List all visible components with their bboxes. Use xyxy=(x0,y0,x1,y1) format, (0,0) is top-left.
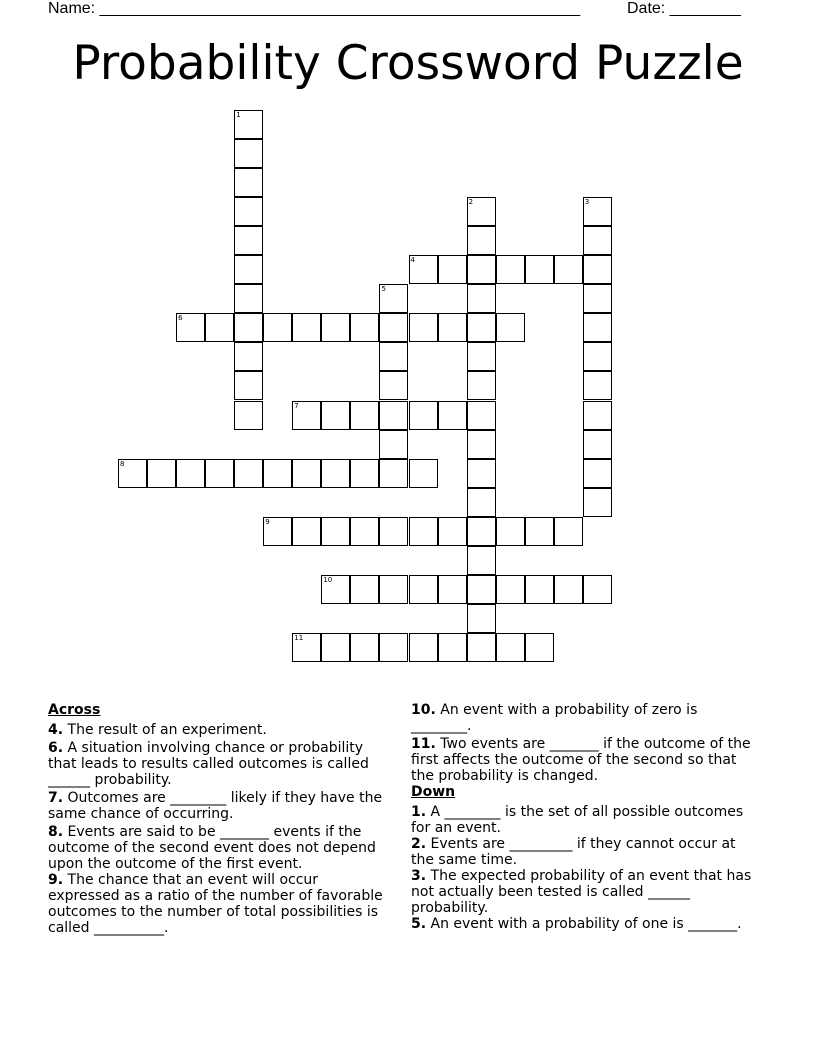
clue-across-9: 9. The chance that an event will occur expressed as a ratio of the number of favorable outcomes to the number of total possibilities is called __________. xyxy=(48,872,383,936)
grid-cell[interactable] xyxy=(234,255,263,284)
grid-cell[interactable] xyxy=(583,459,612,488)
clue-down-5: 5. An event with a probability of one is _______. xyxy=(411,916,742,932)
grid-cell[interactable] xyxy=(409,255,438,284)
cell-number: 6 xyxy=(178,314,183,323)
grid-cell[interactable] xyxy=(467,546,496,575)
clue-across-4: 4. The result of an experiment. xyxy=(48,722,267,738)
grid-cell[interactable] xyxy=(409,313,438,342)
grid-cell[interactable] xyxy=(379,284,408,313)
grid-cell[interactable] xyxy=(321,517,350,546)
cell-number: 7 xyxy=(294,401,299,410)
grid-cell[interactable] xyxy=(379,430,408,459)
cell-number: 10 xyxy=(323,575,333,584)
grid-cell[interactable] xyxy=(467,430,496,459)
grid-cell[interactable] xyxy=(554,575,583,604)
down-heading: Down xyxy=(411,784,456,800)
grid-cell[interactable] xyxy=(234,197,263,226)
grid-cell[interactable] xyxy=(234,284,263,313)
grid-cell[interactable] xyxy=(292,401,321,430)
grid-cell[interactable] xyxy=(350,517,379,546)
grid-cell[interactable] xyxy=(583,371,612,400)
grid-cell[interactable] xyxy=(583,255,612,284)
grid-cell[interactable] xyxy=(583,430,612,459)
grid-cell[interactable] xyxy=(467,284,496,313)
grid-cell[interactable] xyxy=(496,633,525,662)
grid-cell[interactable] xyxy=(583,488,612,517)
clue-across-10: 10. An event with a probability of zero is ________. xyxy=(411,702,698,734)
clue-down-3: 3. The expected probability of an event that has not actually been tested is called ______ probability. xyxy=(411,868,752,916)
grid-cell[interactable] xyxy=(379,342,408,371)
grid-cell[interactable] xyxy=(467,604,496,633)
grid-cell[interactable] xyxy=(234,401,263,430)
grid-cell[interactable] xyxy=(467,197,496,226)
clue-across-6: 6. A situation involving chance or probability that leads to results called outcomes is called ______ probability. xyxy=(48,740,369,788)
grid-cell[interactable] xyxy=(554,255,583,284)
grid-cell[interactable] xyxy=(205,459,234,488)
grid-cell[interactable] xyxy=(496,313,525,342)
grid-cell[interactable] xyxy=(176,313,205,342)
cell-number: 5 xyxy=(381,285,386,294)
grid-cell[interactable] xyxy=(583,401,612,430)
grid-cell[interactable] xyxy=(438,517,467,546)
grid-cell[interactable] xyxy=(467,371,496,400)
grid-cell[interactable] xyxy=(234,459,263,488)
grid-cell[interactable] xyxy=(350,401,379,430)
grid-cell[interactable] xyxy=(409,517,438,546)
across-heading: Across xyxy=(48,702,101,718)
grid-cell[interactable] xyxy=(409,633,438,662)
grid-cell[interactable] xyxy=(321,575,350,604)
grid-cell[interactable] xyxy=(467,255,496,284)
grid-cell[interactable] xyxy=(234,371,263,400)
page-title: Probability Crossword Puzzle xyxy=(72,36,744,91)
grid-cell[interactable] xyxy=(292,633,321,662)
grid-cell[interactable] xyxy=(321,313,350,342)
grid-cell[interactable] xyxy=(350,575,379,604)
grid-cell[interactable] xyxy=(438,255,467,284)
grid-cell[interactable] xyxy=(467,633,496,662)
grid-cell[interactable] xyxy=(234,313,263,342)
grid-cell[interactable] xyxy=(409,575,438,604)
grid-cell[interactable] xyxy=(205,313,234,342)
grid-cell[interactable] xyxy=(350,459,379,488)
grid-cell[interactable] xyxy=(525,633,554,662)
grid-cell[interactable] xyxy=(525,575,554,604)
grid-cell[interactable] xyxy=(263,313,292,342)
grid-cell[interactable] xyxy=(379,459,408,488)
clue-down-1: 1. A ________ is the set of all possible outcomes for an event. xyxy=(411,804,744,836)
cell-number: 1 xyxy=(236,111,241,119)
clues-left-column xyxy=(48,702,388,936)
cell-number: 11 xyxy=(294,633,304,642)
cell-number: 8 xyxy=(120,459,125,468)
grid-cell[interactable] xyxy=(147,459,176,488)
grid-cell[interactable] xyxy=(379,401,408,430)
grid-cell[interactable] xyxy=(350,633,379,662)
grid-cell[interactable] xyxy=(350,313,379,342)
grid-cell[interactable] xyxy=(234,110,263,139)
grid-cell[interactable] xyxy=(292,517,321,546)
grid-cell[interactable] xyxy=(234,139,263,168)
clue-across-11: 11. Two events are _______ if the outcome of the first affects the outcome of the second so that the probability is changed. xyxy=(411,736,751,784)
grid-cell[interactable] xyxy=(379,575,408,604)
grid-cell[interactable] xyxy=(292,313,321,342)
grid-cell[interactable] xyxy=(234,168,263,197)
grid-cell[interactable] xyxy=(438,313,467,342)
grid-cell[interactable] xyxy=(583,284,612,313)
cell-number: 2 xyxy=(468,198,474,207)
clue-across-8: 8. Events are said to be _______ events if the outcome of the second event does not depend upon the outcome of the first event. xyxy=(48,824,376,872)
grid-cell[interactable] xyxy=(438,401,467,430)
grid-cell[interactable] xyxy=(379,633,408,662)
grid-cell[interactable] xyxy=(438,633,467,662)
grid-cell[interactable] xyxy=(467,313,496,342)
grid-cell[interactable] xyxy=(467,226,496,255)
clue-across-7: 7. Outcomes are ________ likely if they have the same chance of occurring. xyxy=(48,790,383,822)
grid-cell[interactable] xyxy=(583,197,612,226)
grid-cell[interactable] xyxy=(467,401,496,430)
grid-cell[interactable] xyxy=(176,459,205,488)
grid-cell[interactable] xyxy=(467,488,496,517)
grid-cell[interactable] xyxy=(263,459,292,488)
grid-cell[interactable] xyxy=(467,517,496,546)
grid-cell[interactable] xyxy=(379,313,408,342)
cell-number: 9 xyxy=(265,517,270,526)
clue-down-2: 2. Events are _________ if they cannot occur at the same time. xyxy=(411,836,736,868)
grid-cell[interactable] xyxy=(583,575,612,604)
name-field-line: Name: ______________________________________________________ xyxy=(48,0,581,17)
grid-cell[interactable] xyxy=(379,371,408,400)
grid-cell[interactable] xyxy=(554,517,583,546)
grid-cell[interactable] xyxy=(496,517,525,546)
grid-cell[interactable] xyxy=(496,255,525,284)
grid-cell[interactable] xyxy=(321,401,350,430)
grid-cell[interactable] xyxy=(467,342,496,371)
grid-cell[interactable] xyxy=(321,459,350,488)
grid-cell[interactable] xyxy=(409,459,438,488)
grid-cell[interactable] xyxy=(583,313,612,342)
grid-cell[interactable] xyxy=(496,575,525,604)
grid-cell[interactable] xyxy=(118,459,147,488)
grid-cell[interactable] xyxy=(379,517,408,546)
grid-cell[interactable] xyxy=(409,401,438,430)
grid-cell[interactable] xyxy=(467,459,496,488)
grid-cell[interactable] xyxy=(234,226,263,255)
date-field-line: Date: ________ xyxy=(627,0,741,17)
clues-right-column xyxy=(411,702,756,932)
grid-cell[interactable] xyxy=(525,517,554,546)
grid-cell[interactable] xyxy=(234,342,263,371)
grid-cell[interactable] xyxy=(583,226,612,255)
cell-number: 4 xyxy=(410,256,415,265)
cell-number: 3 xyxy=(584,198,590,207)
grid-cell[interactable] xyxy=(292,459,321,488)
grid-cell[interactable] xyxy=(583,342,612,371)
grid-cell[interactable] xyxy=(263,517,292,546)
grid-cell[interactable] xyxy=(467,575,496,604)
grid-cell[interactable] xyxy=(438,575,467,604)
grid-cell[interactable] xyxy=(525,255,554,284)
grid-cell[interactable] xyxy=(321,633,350,662)
